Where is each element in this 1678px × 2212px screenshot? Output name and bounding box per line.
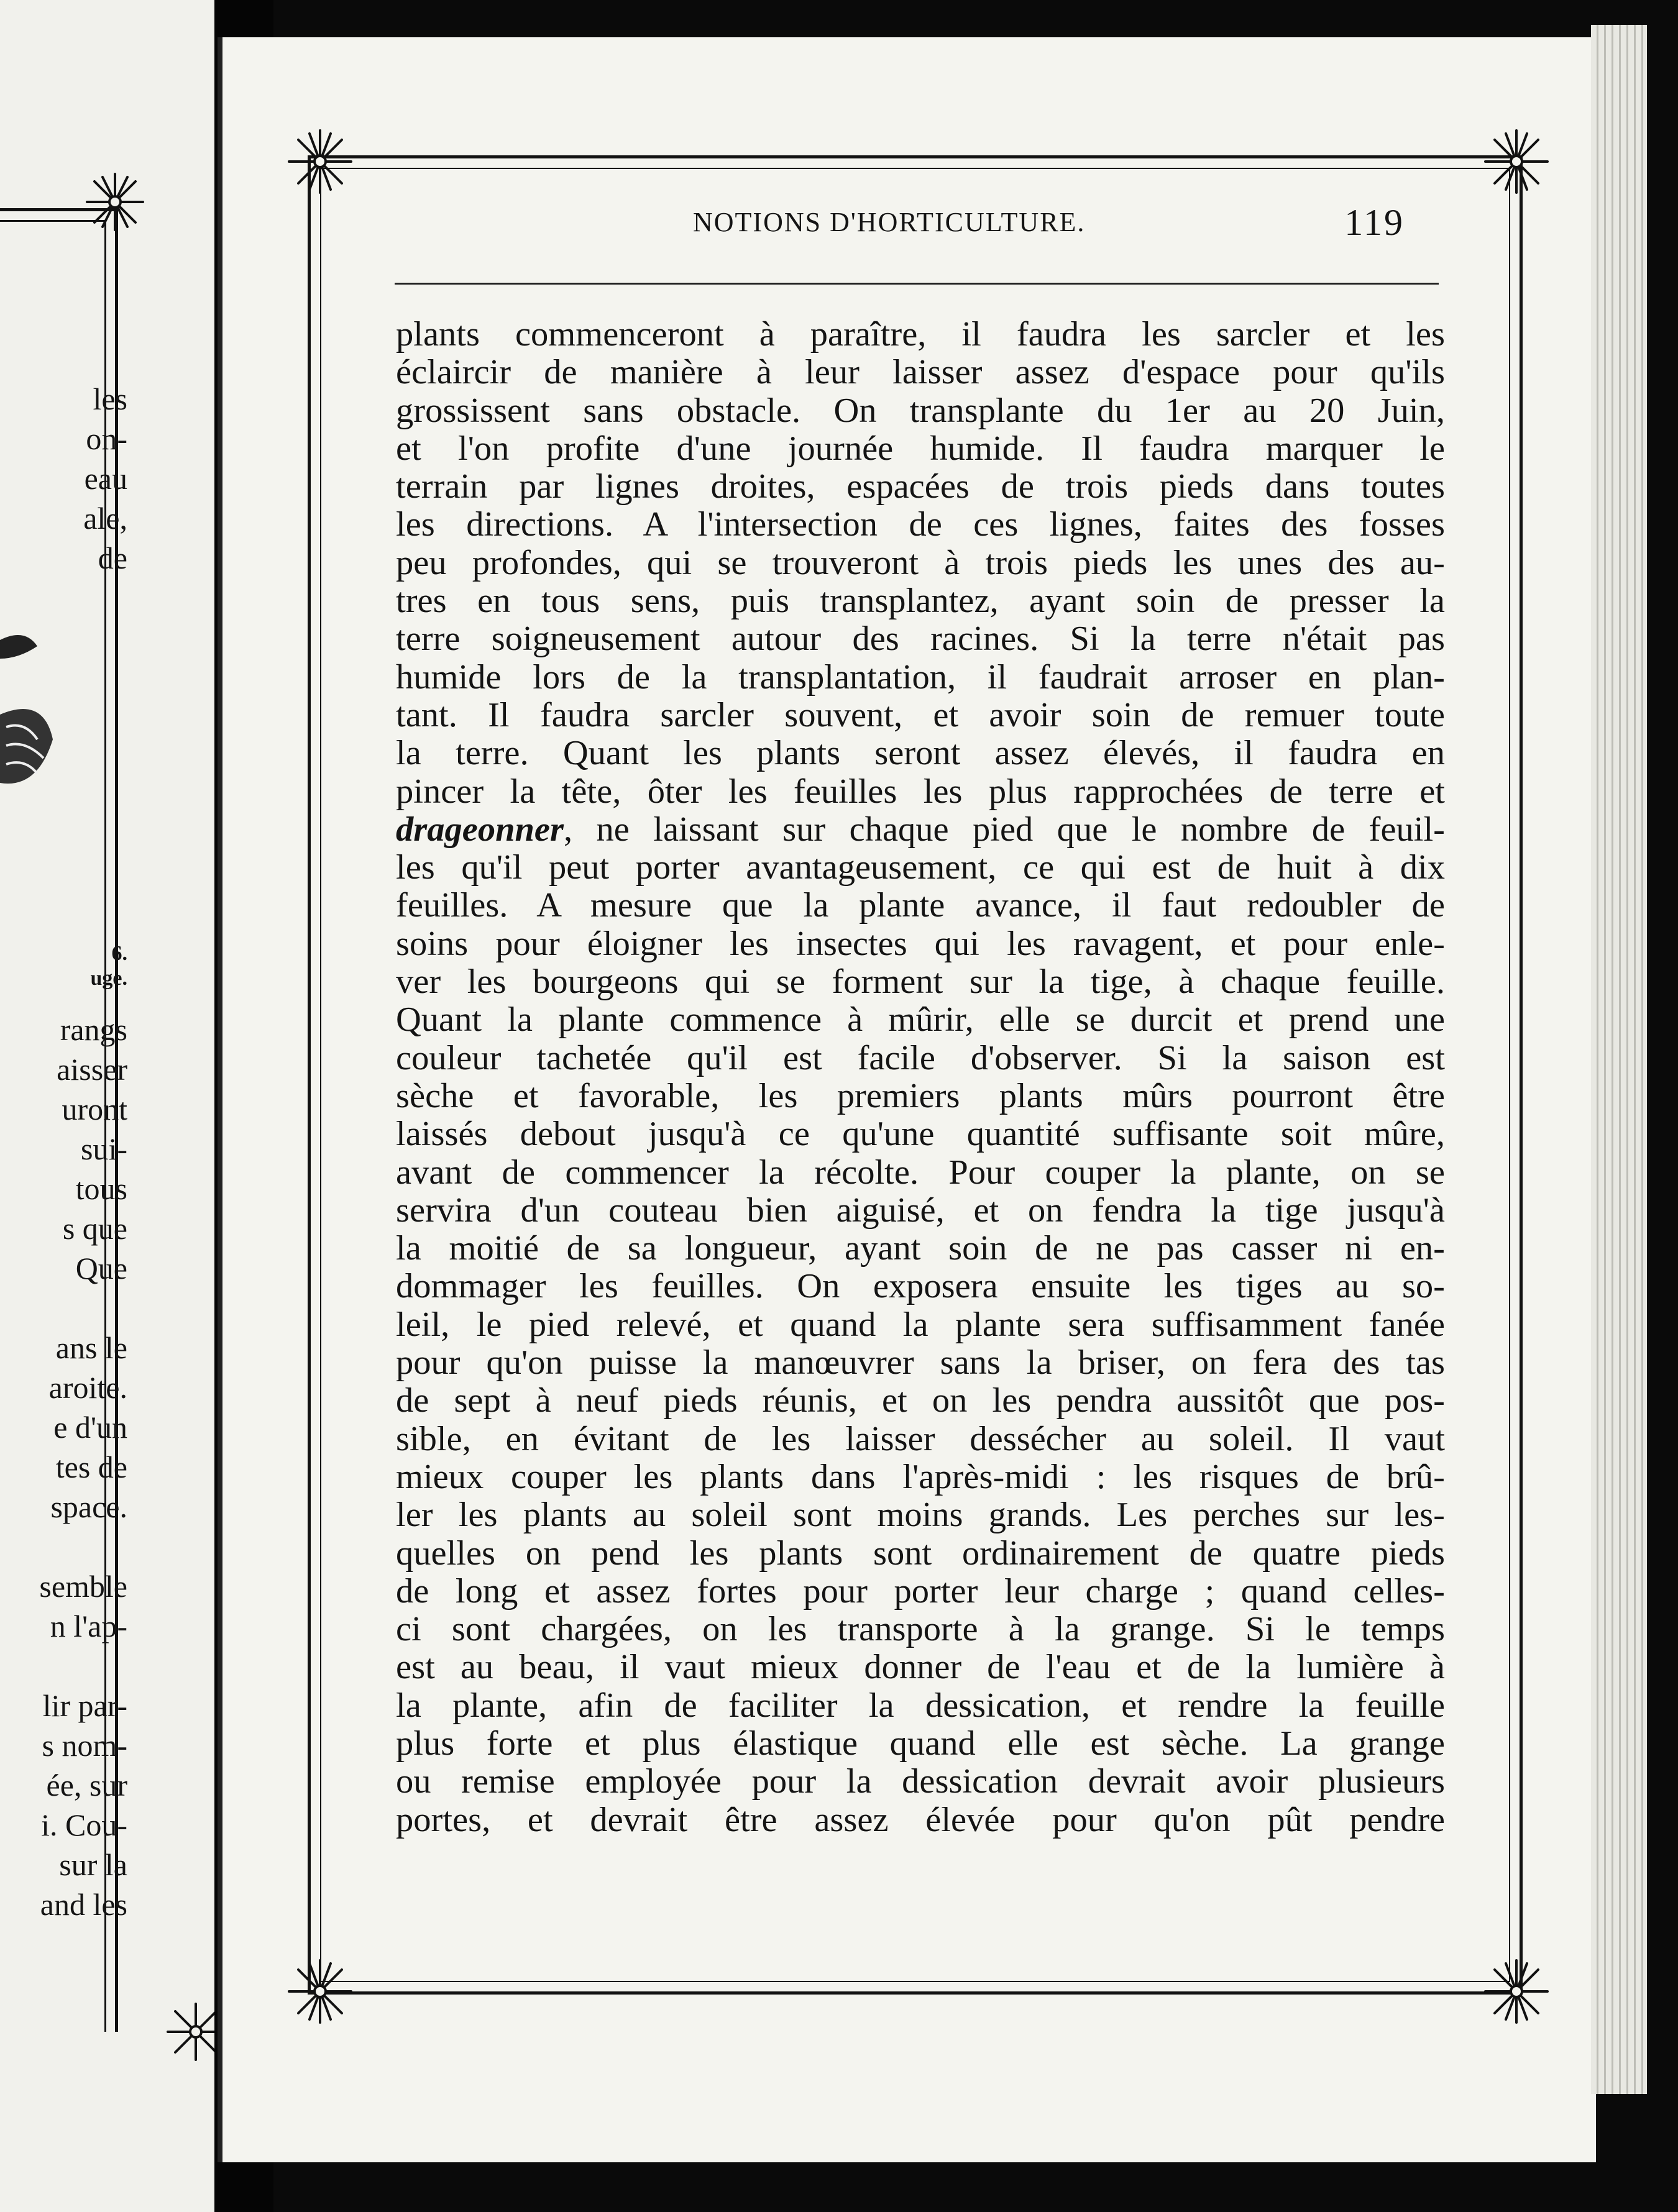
text-line: portes, et devrait être assez élevée pour qu'on pût pendre (396, 1800, 1445, 1839)
text-line: quelles on pend les plants sont ordinairement de quatre pieds (396, 1533, 1445, 1573)
body-text (396, 316, 1445, 1839)
text-line: terrain par lignes droites, espacées de trois pieds dans toutes (396, 467, 1445, 506)
text-line: drageonner, ne laissant sur chaque pied que le nombre de feuil- (396, 810, 1445, 849)
page-edges (1591, 25, 1647, 2094)
corner-ornament-icon (1482, 1957, 1551, 2026)
left-page-line: space. (50, 1489, 127, 1524)
left-page-line: i. Cou- (41, 1808, 127, 1842)
left-page-fragment (0, 0, 214, 2212)
text-line: tant. Il faudra sarcler souvent, et avoir soin de remuer toute (396, 695, 1445, 734)
left-page-line (0, 1527, 127, 1566)
left-page-line: uge. (90, 967, 127, 990)
text-line: ou remise employée pour la dessication devrait avoir plusieurs (396, 1762, 1445, 1801)
text-line: les qu'il peut porter avantageusement, ce qui est de huit à dix (396, 848, 1445, 887)
left-page-line (0, 1288, 127, 1328)
text-line: Quant la plante commence à mûrir, elle se durcit et prend une (396, 1000, 1445, 1040)
left-page-line: s nom- (42, 1728, 127, 1763)
running-head: NOTIONS D'HORTICULTURE. (693, 207, 1086, 237)
ornament-star-icon (81, 168, 149, 236)
left-page-line: tes de (55, 1450, 127, 1484)
left-page-line: ée, sur (46, 1768, 127, 1803)
left-page-line: aisser (57, 1052, 127, 1087)
text-line: sèche et favorable, les premiers plants mûrs pourront être (396, 1076, 1445, 1115)
text-line: dommager les feuilles. On exposera ensuite les tiges au so- (396, 1267, 1445, 1306)
left-page-line: s que (62, 1211, 127, 1246)
text-line: peu profondes, qui se trouveront à trois pieds les unes des au- (396, 543, 1445, 582)
text-line: éclaircir de manière à leur laisser assez d'espace pour qu'ils (396, 353, 1445, 392)
text-line: pour qu'on puisse la manœuvrer sans la briser, on fera des tas (396, 1343, 1445, 1382)
left-page-text-lower (0, 1010, 127, 1924)
left-page-line (0, 1646, 127, 1686)
left-page-line: sur la (59, 1847, 127, 1882)
text-line: les directions. A l'intersection de ces lignes, faites des fosses (396, 505, 1445, 544)
text-line: la terre. Quant les plants seront assez élevés, il faudra en (396, 734, 1445, 773)
text-line: grossissent sans obstacle. On transplante du 1er au 20 Juin, (396, 391, 1445, 430)
left-page-line: semble (39, 1569, 127, 1604)
text-line: couleur tachetée qu'il est facile d'observer. Si la saison est (396, 1038, 1445, 1077)
text-line: ler les plants au soleil sont moins grands. Les perches sur les- (396, 1496, 1445, 1535)
text-line: la moitié de sa longueur, ayant soin de ne pas casser ni en- (396, 1229, 1445, 1268)
text-line: pincer la tête, ôter les feuilles les plus rapprochées de terre et (396, 772, 1445, 811)
plant-illustration-fragment (0, 621, 56, 808)
corner-ornament-icon (1482, 127, 1551, 196)
left-page-line: tous (75, 1171, 127, 1206)
left-page-line: on- (86, 421, 127, 456)
left-page-line: n l'ap- (50, 1609, 127, 1643)
left-page-line: rangs (60, 1012, 127, 1047)
left-page-line: ans le (55, 1330, 127, 1365)
text-line: et l'on profite d'une journée humide. Il faudra marquer le (396, 429, 1445, 468)
text-line: de sept à neuf pieds réunis, et on les pendra aussitôt que pos- (396, 1381, 1445, 1420)
left-page-line: uront (62, 1092, 127, 1127)
text-line: plus forte et plus élastique quand elle est sèche. La grange (396, 1724, 1445, 1763)
left-page-line: de (98, 541, 127, 575)
text-line: ver les bourgeons qui se forment sur la tige, à chaque feuille. (396, 962, 1445, 1002)
left-page-line: Que (75, 1251, 127, 1286)
text-line: servira d'un couteau bien aiguisé, et on fendra la tige jusqu'à (396, 1191, 1445, 1230)
left-page-line: les (93, 382, 127, 416)
corner-ornament-icon (286, 127, 354, 196)
text-line: la plante, afin de faciliter la dessication, et rendre la feuille (396, 1686, 1445, 1725)
left-page-line: eau (84, 461, 127, 496)
left-page-line: aroite. (48, 1370, 127, 1405)
text-line: plants commenceront à paraître, il faudra les sarcler et les (396, 315, 1445, 354)
text-line: mieux couper les plants dans l'après-midi : les risques de brû- (396, 1457, 1445, 1496)
text-line: tres en tous sens, puis transplantez, ayant soin de presser la (396, 582, 1445, 621)
text-line: soins pour éloigner les insectes qui les ravagent, et pour enle- (396, 924, 1445, 963)
text-line: avant de commencer la récolte. Pour couper la plante, on se (396, 1153, 1445, 1192)
left-page-line: lir par- (42, 1688, 127, 1723)
header-rule (395, 283, 1439, 285)
text-line: sible, en évitant de les laisser dessécher au soleil. Il vaut (396, 1419, 1445, 1458)
text-line: feuilles. A mesure que la plante avance, il faut redoubler de (396, 886, 1445, 925)
left-page-line: 6. (111, 942, 127, 965)
text-line: humide lors de la transplantation, il faudrait arroser en plan- (396, 657, 1445, 697)
corner-ornament-icon (286, 1957, 354, 2026)
text-line: laissés debout jusqu'à ce qu'une quantité suffisante soit mûre, (396, 1115, 1445, 1154)
page-number: 119 (1344, 202, 1405, 243)
left-page-line: ale, (83, 501, 127, 536)
text-line: leil, le pied relevé, et quand la plante sera suffisamment fanée (396, 1305, 1445, 1344)
left-page-line: e d'un (53, 1410, 127, 1445)
left-page-line: sui- (81, 1131, 127, 1166)
left-page-text-upper (0, 379, 127, 578)
text-line: est au beau, il vaut mieux donner de l'eau et de la lumière à (396, 1648, 1445, 1687)
left-page-figure-caption (0, 941, 127, 991)
text-line: ci sont chargées, on les transporte à la grange. Si le temps (396, 1610, 1445, 1649)
left-page-line: and les (40, 1887, 127, 1922)
text-line: terre soigneusement autour des racines. Si la terre n'était pas (396, 619, 1445, 659)
page-header (398, 199, 1442, 255)
text-line: de long et assez fortes pour porter leur charge ; quand celles- (396, 1571, 1445, 1611)
